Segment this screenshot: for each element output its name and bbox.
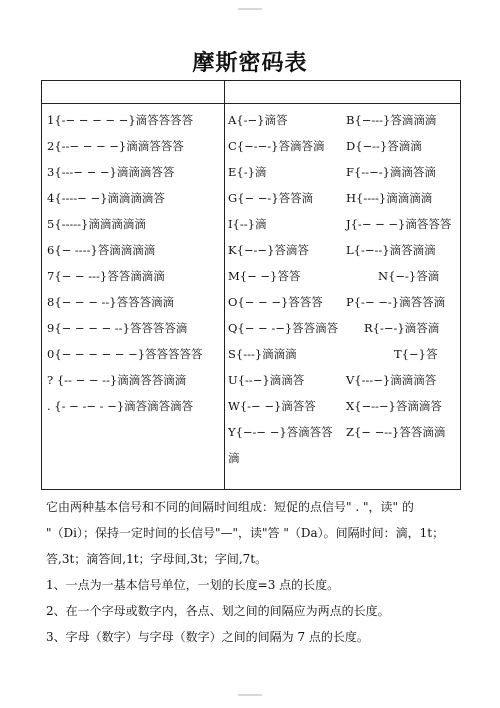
- letter-row: L{-−--}滴答滴滴: [346, 243, 436, 257]
- rule-item: 2、在一个字母或数字内，各点、划之间的间隔应为两点的长度。: [46, 604, 390, 618]
- letter-row: E{-}滴: [228, 165, 267, 179]
- letter-row: B{−---}答滴滴滴: [346, 113, 437, 127]
- page-bottom-mark: [238, 694, 262, 696]
- letter-row: Y{−-− −}答滴答答: [228, 425, 333, 439]
- letter-row: R{-−-}滴答滴: [364, 321, 440, 335]
- digit-row: 4{----− −}滴滴滴滴答: [47, 191, 165, 205]
- page-top-mark: [238, 8, 262, 10]
- letter-row: P{-− −-}滴答答滴: [346, 295, 446, 309]
- digit-row: 3{---− − −}滴滴滴答答: [47, 165, 175, 179]
- digit-row: 1{-− − − − −}滴答答答答: [47, 113, 194, 127]
- digit-row: 9{− − − − --}答答答答滴: [47, 321, 188, 335]
- letter-row: Z{− −--}答答滴滴: [346, 425, 446, 439]
- letter-row: U{--−}滴滴答: [228, 373, 305, 387]
- digit-row: 5{-----}滴滴滴滴滴: [47, 217, 146, 231]
- page-title: 摩斯密码表: [192, 51, 308, 76]
- letter-row: D{−--}答滴滴: [346, 139, 422, 153]
- letter-row: C{−-−-}答滴答滴: [228, 139, 325, 153]
- morse-table: [41, 80, 461, 490]
- intro-paragraph-line: 它由两种基本信号和不同的间隔时间组成：短促的点信号" . "，读" 的: [46, 500, 414, 514]
- digit-row: . {- − -− - −}滴答滴答滴答: [47, 399, 194, 413]
- letter-row: T{−}答: [394, 347, 438, 361]
- digit-row: ? {-- − − --}滴滴答答滴滴: [47, 373, 187, 387]
- intro-paragraph-line: 答,3t；滴答间,1t；字母间,3t；字间,7t。: [46, 552, 268, 566]
- digit-row: 6{− ----}答滴滴滴滴: [47, 243, 156, 257]
- table-header-row: [42, 81, 460, 104]
- letter-row: I{--}滴: [228, 217, 267, 231]
- letter-row: G{− −-}答答滴: [228, 191, 314, 205]
- rule-item: 1、一点为一基本信号单位，一划的长度=3 点的长度。: [46, 578, 340, 592]
- letter-row: F{--−-}滴滴答滴: [346, 165, 436, 179]
- digit-row: 2{--− − − −}滴滴答答答: [47, 139, 184, 153]
- letter-row: A{-−}滴答: [228, 113, 288, 127]
- rule-item: 3、字母（数字）与字母（数字）之间的间隔为 7 点的长度。: [46, 630, 369, 644]
- letter-row: Q{− − -−}答答滴答: [228, 321, 339, 335]
- letter-row: M{− −}答答: [228, 269, 301, 283]
- column-divider: [224, 81, 225, 489]
- intro-paragraph-line: "（Di）；保持一定时间的长信号"—"，读"答 "（Da）。间隔时间：滴，1t；: [46, 526, 445, 540]
- letter-row: V{---−}滴滴滴答: [346, 373, 437, 387]
- letter-row: S{---}滴滴滴: [228, 347, 297, 361]
- digit-row: 7{− − ---}答答滴滴滴: [47, 269, 165, 283]
- letter-row: H{----}滴滴滴滴: [346, 191, 433, 205]
- digit-row: 8{− − − --}答答答滴滴: [47, 295, 175, 309]
- letter-row: W{-− −}滴答答: [228, 399, 316, 413]
- letter-row: X{−--−}答滴滴答: [346, 399, 442, 413]
- letter-row: O{− − −}答答答: [228, 295, 323, 309]
- digit-row: 0{− − − − − −}答答答答答: [47, 347, 203, 361]
- letter-row: N{−-}答滴: [378, 269, 440, 283]
- letter-row-continuation: 滴: [228, 451, 240, 465]
- letter-row: J{-− − −}滴答答答: [346, 217, 452, 231]
- letter-row: K{−-−}答滴答: [228, 243, 309, 257]
